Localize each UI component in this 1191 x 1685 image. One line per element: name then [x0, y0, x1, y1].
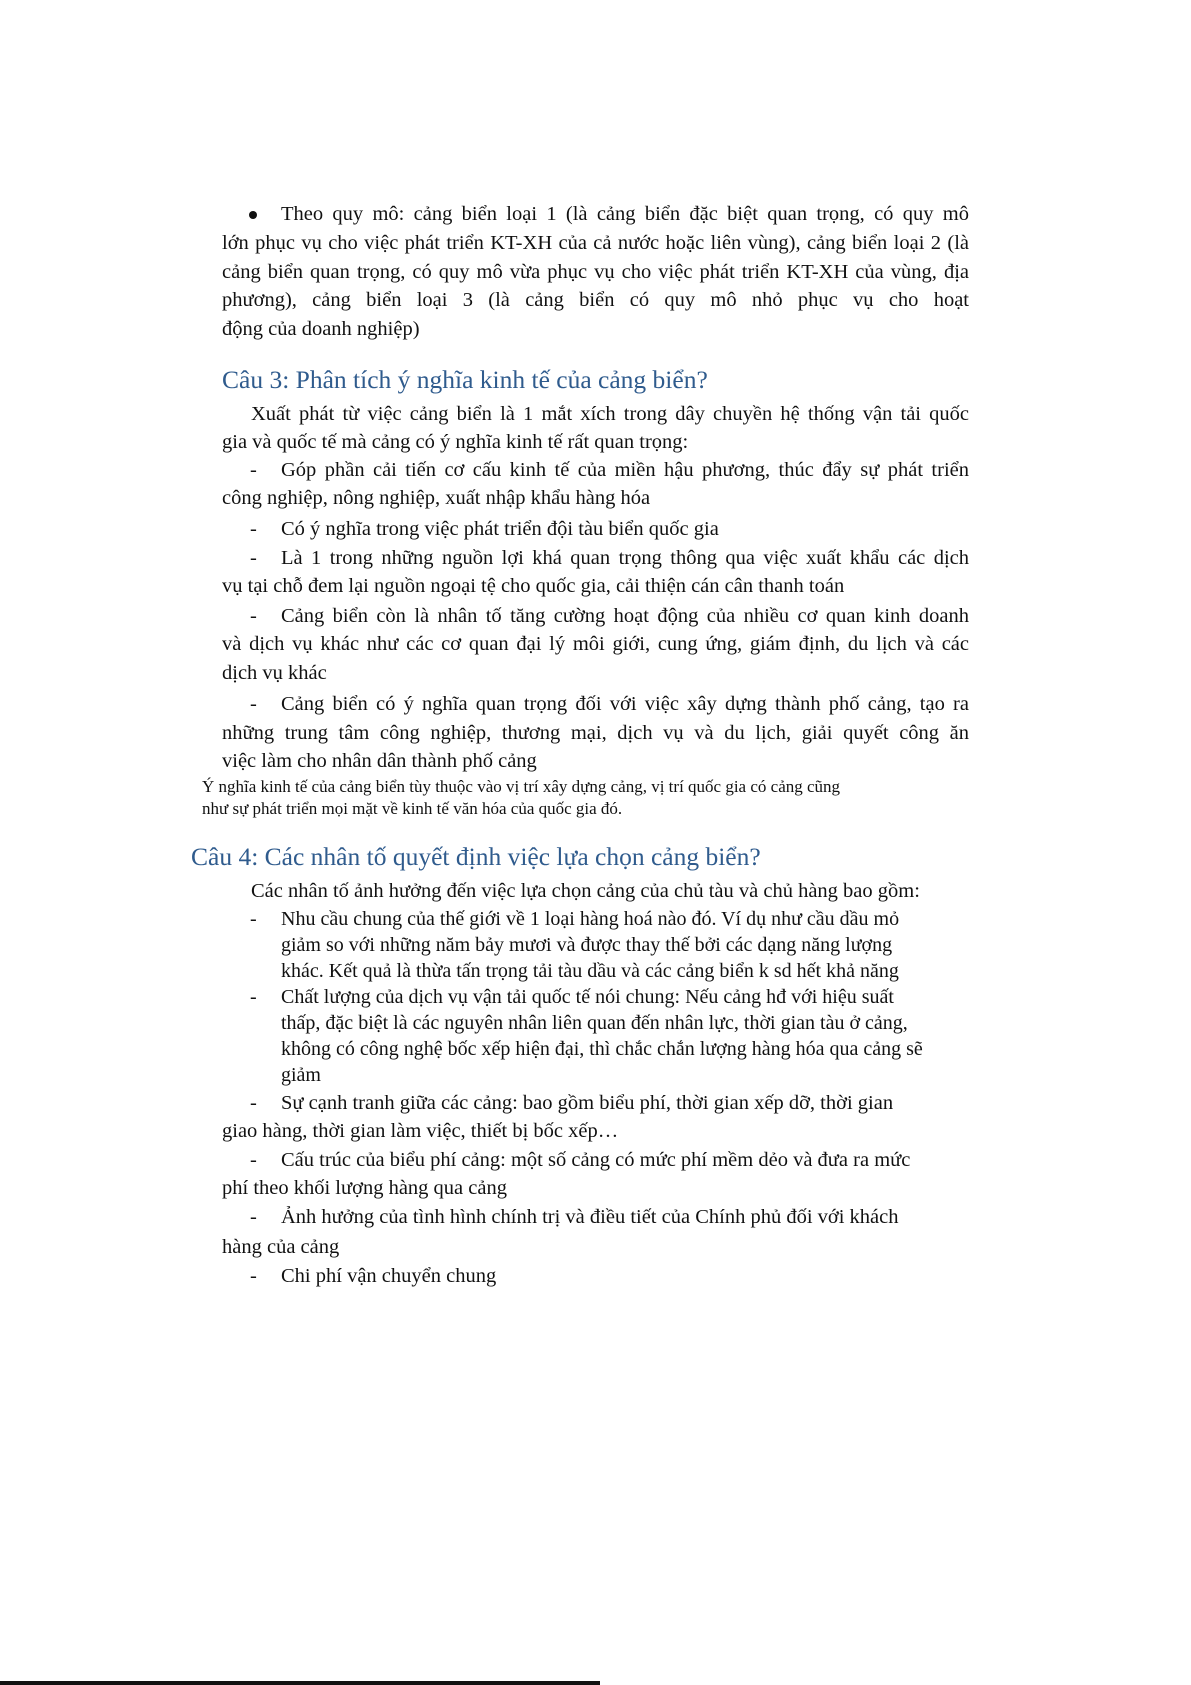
q3-heading: Câu 3: Phân tích ý nghĩa kinh tế của cảng biển?	[222, 365, 708, 394]
dash-bullet: -	[250, 1092, 257, 1114]
q4-item-line: giảm so với những năm bảy mươi và được thay thế bởi các dạng năng lượng	[281, 934, 893, 956]
scale-bullet-line1: Theo quy mô: cảng biển loại 1 (là cảng biển đặc biệt quan trọng, có quy mô	[281, 203, 969, 225]
q3-item-rest: việc làm cho nhân dân thành phố cảng	[222, 750, 537, 772]
q4-item-line: Nhu cầu chung của thế giới về 1 loại hàng hoá nào đó. Ví dụ như cầu dầu mỏ	[281, 908, 900, 930]
dash-bullet: -	[250, 693, 257, 715]
q3-note-line2: như sự phát triển mọi mặt về kinh tế văn hóa của quốc gia đó.	[202, 799, 623, 818]
dash-bullet: -	[250, 1149, 257, 1171]
q4-item-first-line: Sự cạnh tranh giữa các cảng: bao gồm biểu phí, thời gian xếp dỡ, thời gian	[281, 1092, 894, 1114]
page-bottom-rule	[0, 1681, 600, 1685]
q4-item-first-line: Ảnh hưởng của tình hình chính trị và điều tiết của Chính phủ đối với khách	[281, 1206, 899, 1228]
dash-bullet: -	[250, 518, 257, 540]
q4-item-line: Chất lượng của dịch vụ vận tải quốc tế nói chung: Nếu cảng hđ với hiệu suất	[281, 986, 894, 1008]
q3-item-first-line: Góp phần cải tiến cơ cấu kinh tế của miền hậu phương, thúc đẩy sự phát triển	[281, 459, 969, 481]
q4-item-line: khác. Kết quả là thừa tấn trọng tải tàu dầu và các cảng biển k sd hết khả năng	[281, 960, 899, 982]
q4-item-rest: giao hàng, thời gian làm việc, thiết bị bốc xếp…	[222, 1120, 619, 1142]
q4-item-line: không có công nghệ bốc xếp hiện đại, thì chắc chắn lượng hàng hóa qua cảng sẽ	[281, 1038, 923, 1060]
q3-intro-last-line: gia và quốc tế mà cảng có ý nghĩa kinh tế rất quan trọng:	[222, 431, 689, 453]
dash-bullet: -	[250, 1265, 257, 1287]
q4-item-line: giảm	[281, 1064, 321, 1086]
q4-intro: Các nhân tố ảnh hưởng đến việc lựa chọn cảng của chủ tàu và chủ hàng bao gồm:	[251, 880, 920, 902]
q4-heading: Câu 4: Các nhân tố quyết định việc lựa chọn cảng biển?	[191, 842, 761, 871]
q3-item-first-line: Là 1 trong những nguồn lợi khá quan trọng thông qua việc xuất khẩu các dịch	[281, 547, 969, 569]
dash-bullet: -	[250, 986, 257, 1008]
q3-item-middle-line: và dịch vụ khác như các cơ quan đại lý môi giới, cung ứng, giám định, du lịch và các	[222, 633, 969, 655]
q3-item-first-line: Cảng biển có ý nghĩa quan trọng đối với việc xây dựng thành phố cảng, tạo ra	[281, 693, 969, 715]
q3-item-rest: vụ tại chỗ đem lại nguồn ngoại tệ cho quốc gia, cải thiện cán cân thanh toán	[222, 575, 845, 597]
dash-bullet: -	[250, 1206, 257, 1228]
bullet-dot	[249, 211, 257, 219]
q3-intro-line1: Xuất phát từ việc cảng biển là 1 mắt xích trong dây chuyền hệ thống vận tải quốc	[251, 403, 969, 425]
q3-item-rest: công nghiệp, nông nghiệp, xuất nhập khẩu hàng hóa	[222, 487, 651, 509]
q4-item-line: thấp, đặc biệt là các nguyên nhân liên quan đến nhân lực, thời gian tàu ở cảng,	[281, 1012, 908, 1034]
dash-bullet: -	[250, 459, 257, 481]
q3-item-first-line: Cảng biển còn là nhân tố tăng cường hoạt động của nhiều cơ quan kinh doanh	[281, 605, 969, 627]
dash-bullet: -	[250, 547, 257, 569]
q3-item-middle-line: những trung tâm công nghiệp, thương mại, dịch vụ và du lịch, giải quyết công ăn	[222, 722, 969, 744]
dash-bullet: -	[250, 908, 257, 930]
scale-bullet-body: lớn phục vụ cho việc phát triển KT-XH của cả nước hoặc liên vùng), cảng biển loại 2 (là cảng biển quan trọng, có quy mô vừa phục vụ cho việc phát triển KT-XH của vùng, địa phương), cảng biển loại 3 (là cảng biển có quy mô nhỏ phục vụ cho hoạt	[222, 232, 969, 311]
scale-bullet-last-line: động của doanh nghiệp)	[222, 318, 420, 340]
q3-note-line1: Ý nghĩa kinh tế của cảng biển tùy thuộc vào vị trí xây dựng cảng, vị trí quốc gia có cảng cũng	[202, 777, 841, 796]
q4-item-first-line: Cấu trúc của biểu phí cảng: một số cảng có mức phí mềm dẻo và đưa ra mức	[281, 1149, 911, 1171]
q4-item-rest: phí theo khối lượng hàng qua cảng	[222, 1177, 507, 1199]
q3-item-first-line: Có ý nghĩa trong việc phát triển đội tàu biển quốc gia	[281, 518, 719, 540]
q4-item-first-line: Chi phí vận chuyển chung	[281, 1265, 497, 1287]
q3-item-rest: dịch vụ khác	[222, 662, 327, 684]
q4-item-rest: hàng của cảng	[222, 1236, 340, 1258]
dash-bullet: -	[250, 605, 257, 627]
